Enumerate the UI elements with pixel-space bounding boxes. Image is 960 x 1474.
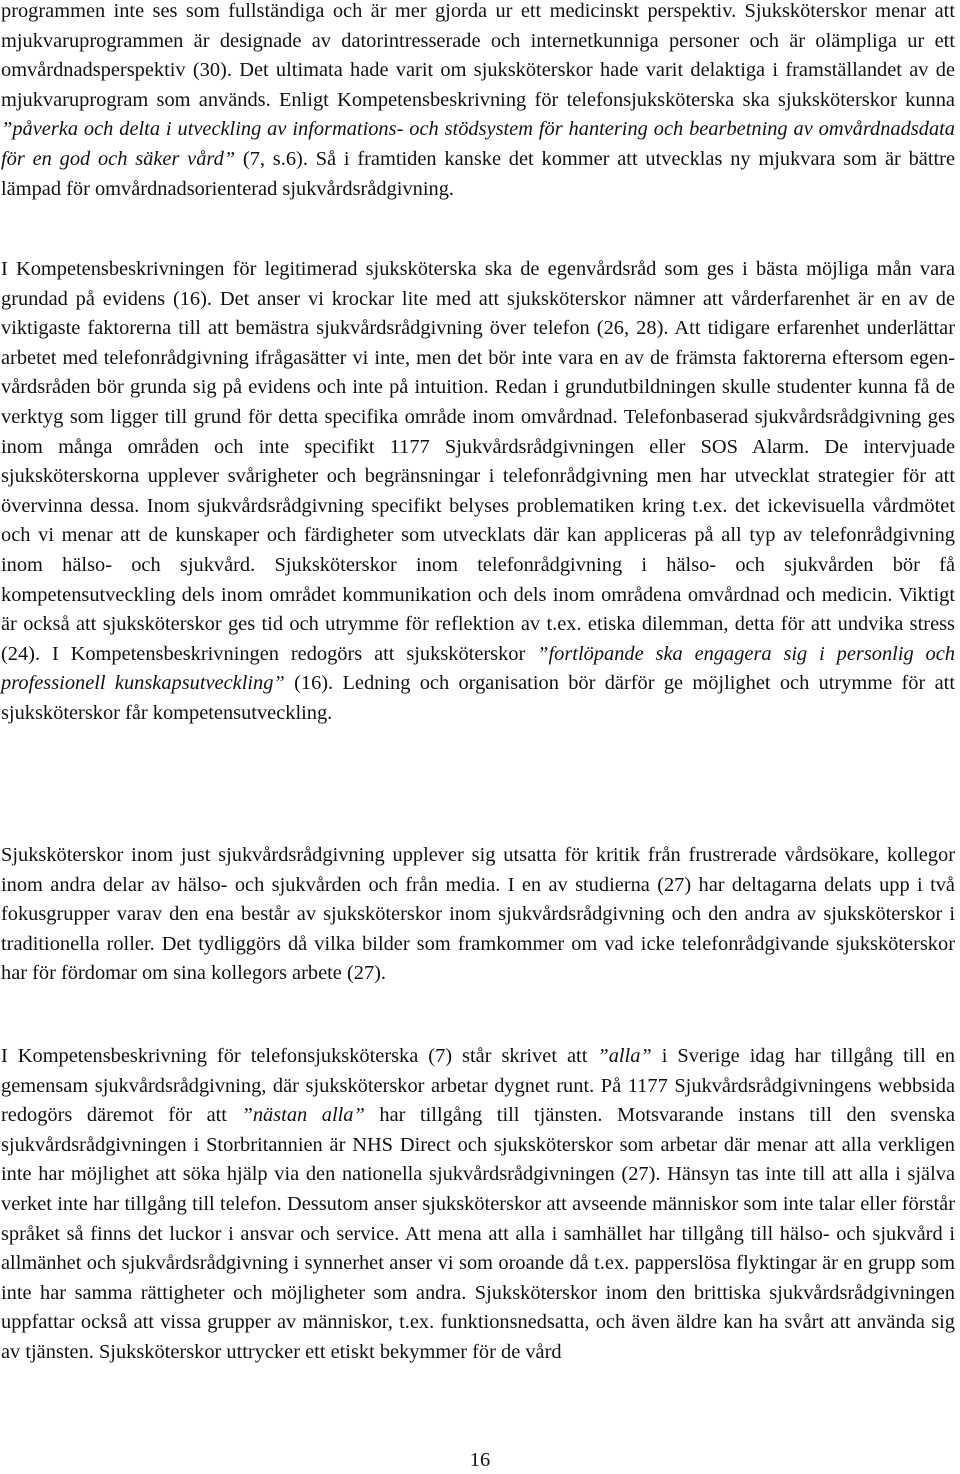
paragraph-4-run-1: I Kompetensbeskrivning för telefonsjuksköterska (7) står skrivet att	[1, 1045, 598, 1067]
paragraph-4-run-3: i Sverige idag har tillgång till en gemensam sjukvårdsrådgivning, där sjuksköterskor arbetar dygnet runt. På 1177 Sjukvårdsrådgivningens webbsida redogörs däremot för att	[1, 1045, 955, 1127]
paragraph-4	[0, 1042, 960, 1368]
paragraph-4-quote-nastan-alla: ”nästan alla”	[241, 1104, 365, 1127]
page-number: 16	[469, 1449, 491, 1471]
paragraph-2-run-1: I Kompetensbeskrivningen för legitimerad sjuksköterska ska de egenvårdsråd som ges i bästa möjliga mån vara grundad på evidens (16). Det anser vi krockar lite med att sjuksköterskor nämner att vårderfarenhet är en av de viktigaste faktorerna till att bemästra sjukvårdsrådgivning över telefon (26, 28). Att tidigare erfarenhet underlättar arbetet med telefonrådgivning ifrågasätter vi inte, men det bör inte vara en av de främsta faktorerna eftersom egenvårdsråden bör grunda sig på evidens och inte på intuition. Redan i grundutbildningen skulle studenter kunna få de verktyg som ligger till grund för detta specifika område inom omvårdnad. Telefonbaserad sjukvårdsrådgivning ges inom många områden och inte specifikt 1177 Sjukvårdsrådgivningen eller SOS Alarm. De intervjuade sjuksköterskorna upplever svårigheter och begränsningar i telefonrådgivning men har utvecklat strategier för att övervinna dessa. Inom sjukvårdsrådgivning specifikt belyses problematiken kring t.ex. det ickevisuella vårdmötet och vi menar att de kunskaper och färdigheter som utvecklats där kan appliceras på all typ av telefonrådgivning inom hälso- och sjukvård. Sjuksköterskor inom telefonrådgivning i hälso- och sjukvården bör få kompetensutveckling dels inom området kommunikation och dels inom områdena omvårdnad och medicin. Viktigt är också att sjuksköterskor ges tid och utrymme för reflektion av t.ex. etiska dilemman, detta för att undvika stress (24). I Kompetensbeskrivningen redogörs att sjuksköterskor	[1, 258, 955, 665]
paragraph-1-quote: ”påverka och delta i utveckling av informations- och stödsystem för hantering och bearbetning av omvårdnadsdata för en god och säker vård”	[1, 118, 955, 170]
paragraph-2-run-3: (16). Ledning och organisation bör därför ge möjlighet och utrymme för att sjuksköterskor får kompetensutveckling.	[1, 672, 955, 724]
paragraph-4-run-5: har tillgång till tjänsten. Motsvarande instans till den svenska sjukvårdsrådgivningen i Storbritannien är NHS Direct och sjuksköterskor som arbetar där menar att alla verkligen inte har möjlighet att söka hjälp via den nationella sjukvårdsrådgivningen (27). Hänsyn tas inte till att alla i själva verket inte har tillgång till telefon. Dessutom anser sjuksköterskor att avseende människor som inte talar eller förstår språket så finns det luckor i ansvar och service. Att mena att alla i samhället har tillgång till hälso- och sjukvård i allmänhet och sjukvårdsrådgivning i synnerhet anser vi som oroande då t.ex. papperslösa flyktingar är en grupp som inte har samma rättigheter och möjligheter som andra. Sjuksköterskor inom den brittiska sjukvårdsrådgivningen uppfattar också att vissa grupper av människor, t.ex. funktionsnedsatta, och även äldre kan ha svårt att använda sig av tjänsten. Sjuksköterskor uttrycker ett etiskt bekymmer för de vård	[1, 1104, 955, 1363]
paragraph-2	[0, 255, 960, 729]
paragraph-1	[0, 0, 960, 204]
paragraph-1-run-1: programmen inte ses som fullständiga och är mer gjorda ur ett medicinskt perspektiv. Sjuksköterskor menar att mjukvaruprogrammen är designade av datorintresserade och internetkunniga personer och är olämpliga ur ett omvårdnadsperspektiv (30). Det ultimata hade varit om sjuksköterskor hade varit delaktiga i framställandet av de mjukvaruprogram som används. Enligt Kompetensbeskrivning för telefonsjuksköterska ska sjuksköterskor kunna	[1, 0, 955, 111]
paragraph-3-run-1: Sjuksköterskor inom just sjukvårdsrådgivning upplever sig utsatta för kritik från frustrerade vårdsökare, kollegor inom andra delar av hälso- och sjukvården och från media. I en av studierna (27) har deltagarna delats upp i två fokusgrupper varav den ena består av sjuksköterskor inom sjukvårdsrådgivning och den andra av sjuksköterskor i traditionella roller. Det tydliggörs då vilka bilder som framkommer om vad icke telefonrådgivande sjuksköterskor har för fördomar om sina kollegors arbete (27).	[1, 844, 955, 985]
paragraph-4-quote-alla: ”alla”	[597, 1045, 652, 1067]
paragraph-1-run-3: (7, s.6). Så i framtiden kanske det kommer att utvecklas ny mjukvara som är bättre lämpad för omvårdnadsorienterad sjukvårdsrådgivning.	[1, 147, 955, 200]
paragraph-2-quote: ”fortlöpande ska engagera sig i personlig och professionell kunskapsutveckling”	[1, 642, 955, 695]
paragraph-3	[0, 841, 960, 989]
